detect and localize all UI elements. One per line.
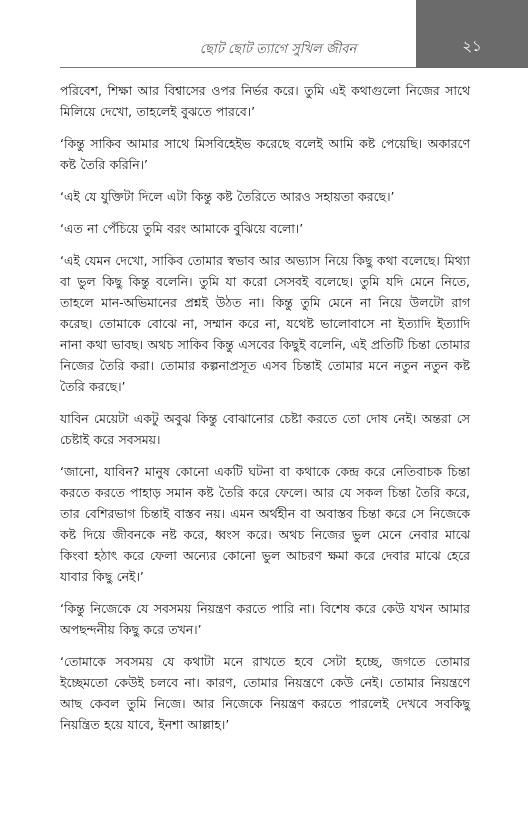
paragraph: পরিবেশ, শিক্ষা আর বিশ্বাসের ওপর নির্ভর করে। তুমি এই কথাগুলো নিজের সাথে মিলিয়ে দেখো, তাহলেই বুঝতে পারবে।’ <box>60 83 470 119</box>
paragraph: ‘কিন্তু সাকিব আমার সাথে মিসবিহেইভ করেছে বলেই আমি কষ্ট পেয়েছি। অকারণে কষ্ট তৈরি করিনি।’ <box>60 136 470 172</box>
page-header <box>0 0 528 68</box>
paragraph: ‘এত না পেঁচিয়ে তুমি বরং আমাকে বুঝিয়ে বলো।’ <box>60 221 304 236</box>
paragraph: ‘তোমাকে সবসময় যে কথাটা মনে রাখতে হবে সেটা হচ্ছে, জগতে তোমার ইচ্ছেমতো কেউই চলবে না। কারণ, তোমার নিয়ন্ত্রণে কেউ নেই। তোমার নিয়ন্ত্রণে আছ কেবল তুমি নিজে। আর নিজেকে নিয়ন্ত্রণ করতে পারলেই দেখবে সবকিছু নিয়ন্ত্রিত হয়ে যাবে, ইনশা আল্লাহ।’ <box>60 654 470 732</box>
page-number-box <box>416 0 528 68</box>
page-number: ২১ <box>462 37 482 55</box>
paragraph: ‘জানো, যাবিন? মানুষ কোনো একটি ঘটনা বা কথাকে কেন্দ্র করে নেতিবাচক চিন্তা করতে করতে পাহাড় সমান কষ্ট তৈরি করে ফেলে। আর যে সকল চিন্তা তৈরি করে, তার বেশিরভাগ চিন্তাই বাস্তব নয়। এমন অর্থহীন বা অবাস্তব চিন্তা করে সে নিজেকে কষ্ট দিয়ে জীবনকে নষ্ট করে, ধ্বংস করে। অথচ নিজের ভুল মেনে নেবার মাঝে কিংবা হঠাৎ করে ফেলা অন্যের কোনো ভুল আচরণ ক্ষমা করে দেবার মাঝে হেরে যাবার কিছু নেই।’ <box>60 464 470 584</box>
body-text <box>60 80 470 746</box>
header-divider <box>60 67 416 68</box>
running-title: ছোট ছোট ত্যাগে সুখিল জীবন <box>199 42 357 57</box>
paragraph: ‘এই যেমন দেখো, সাকিব তোমার স্বভাব আর অভ্যাস নিয়ে কিছু কথা বলেছে। মিথ্যা বা ভুল কিছু কিন্তু বলেনি। তুমি যা করো সেসবই বলেছে। তুমি যদি মেনে নিতে, তাহলে মান-অভিমানের প্রশ্নই উঠত না। কিন্তু তুমি মেনে না নিয়ে উলটো রাগ করেছ। তোমাকে বোঝে না, সম্মান করে না, যথেষ্ট ভালোবাসে না ইত্যাদি ইত্যাদি নানা কথা ভাবছ। অথচ সাকিব কিন্তু এসবের কিছুই বলেনি, এই প্রতিটি চিন্তা তোমার নিজের তৈরি করা। তোমার কল্পনাপ্রসূত এসব চিন্তাই তোমার মনে নতুন নতুন কষ্ট তৈরি করছে।’ <box>60 253 470 394</box>
paragraph: ‘এই যে যুক্তিটা দিলে এটা কিন্তু কষ্ট তৈরিতে আরও সহায়তা করছে।’ <box>60 189 395 204</box>
paragraph: যাবিন মেয়েটা একটু অবুঝ কিন্তু বোঝানোর চেষ্টা করতে তো দোষ নেই। অন্তরা সে চেষ্টাই করে সবসময়। <box>60 411 470 447</box>
paragraph: ‘কিন্তু নিজেকে যে সবসময় নিয়ন্ত্রণ করতে পারি না। বিশেষ করে কেউ যখন আমার অপছন্দনীয় কিছু করে তখন।’ <box>60 601 470 637</box>
